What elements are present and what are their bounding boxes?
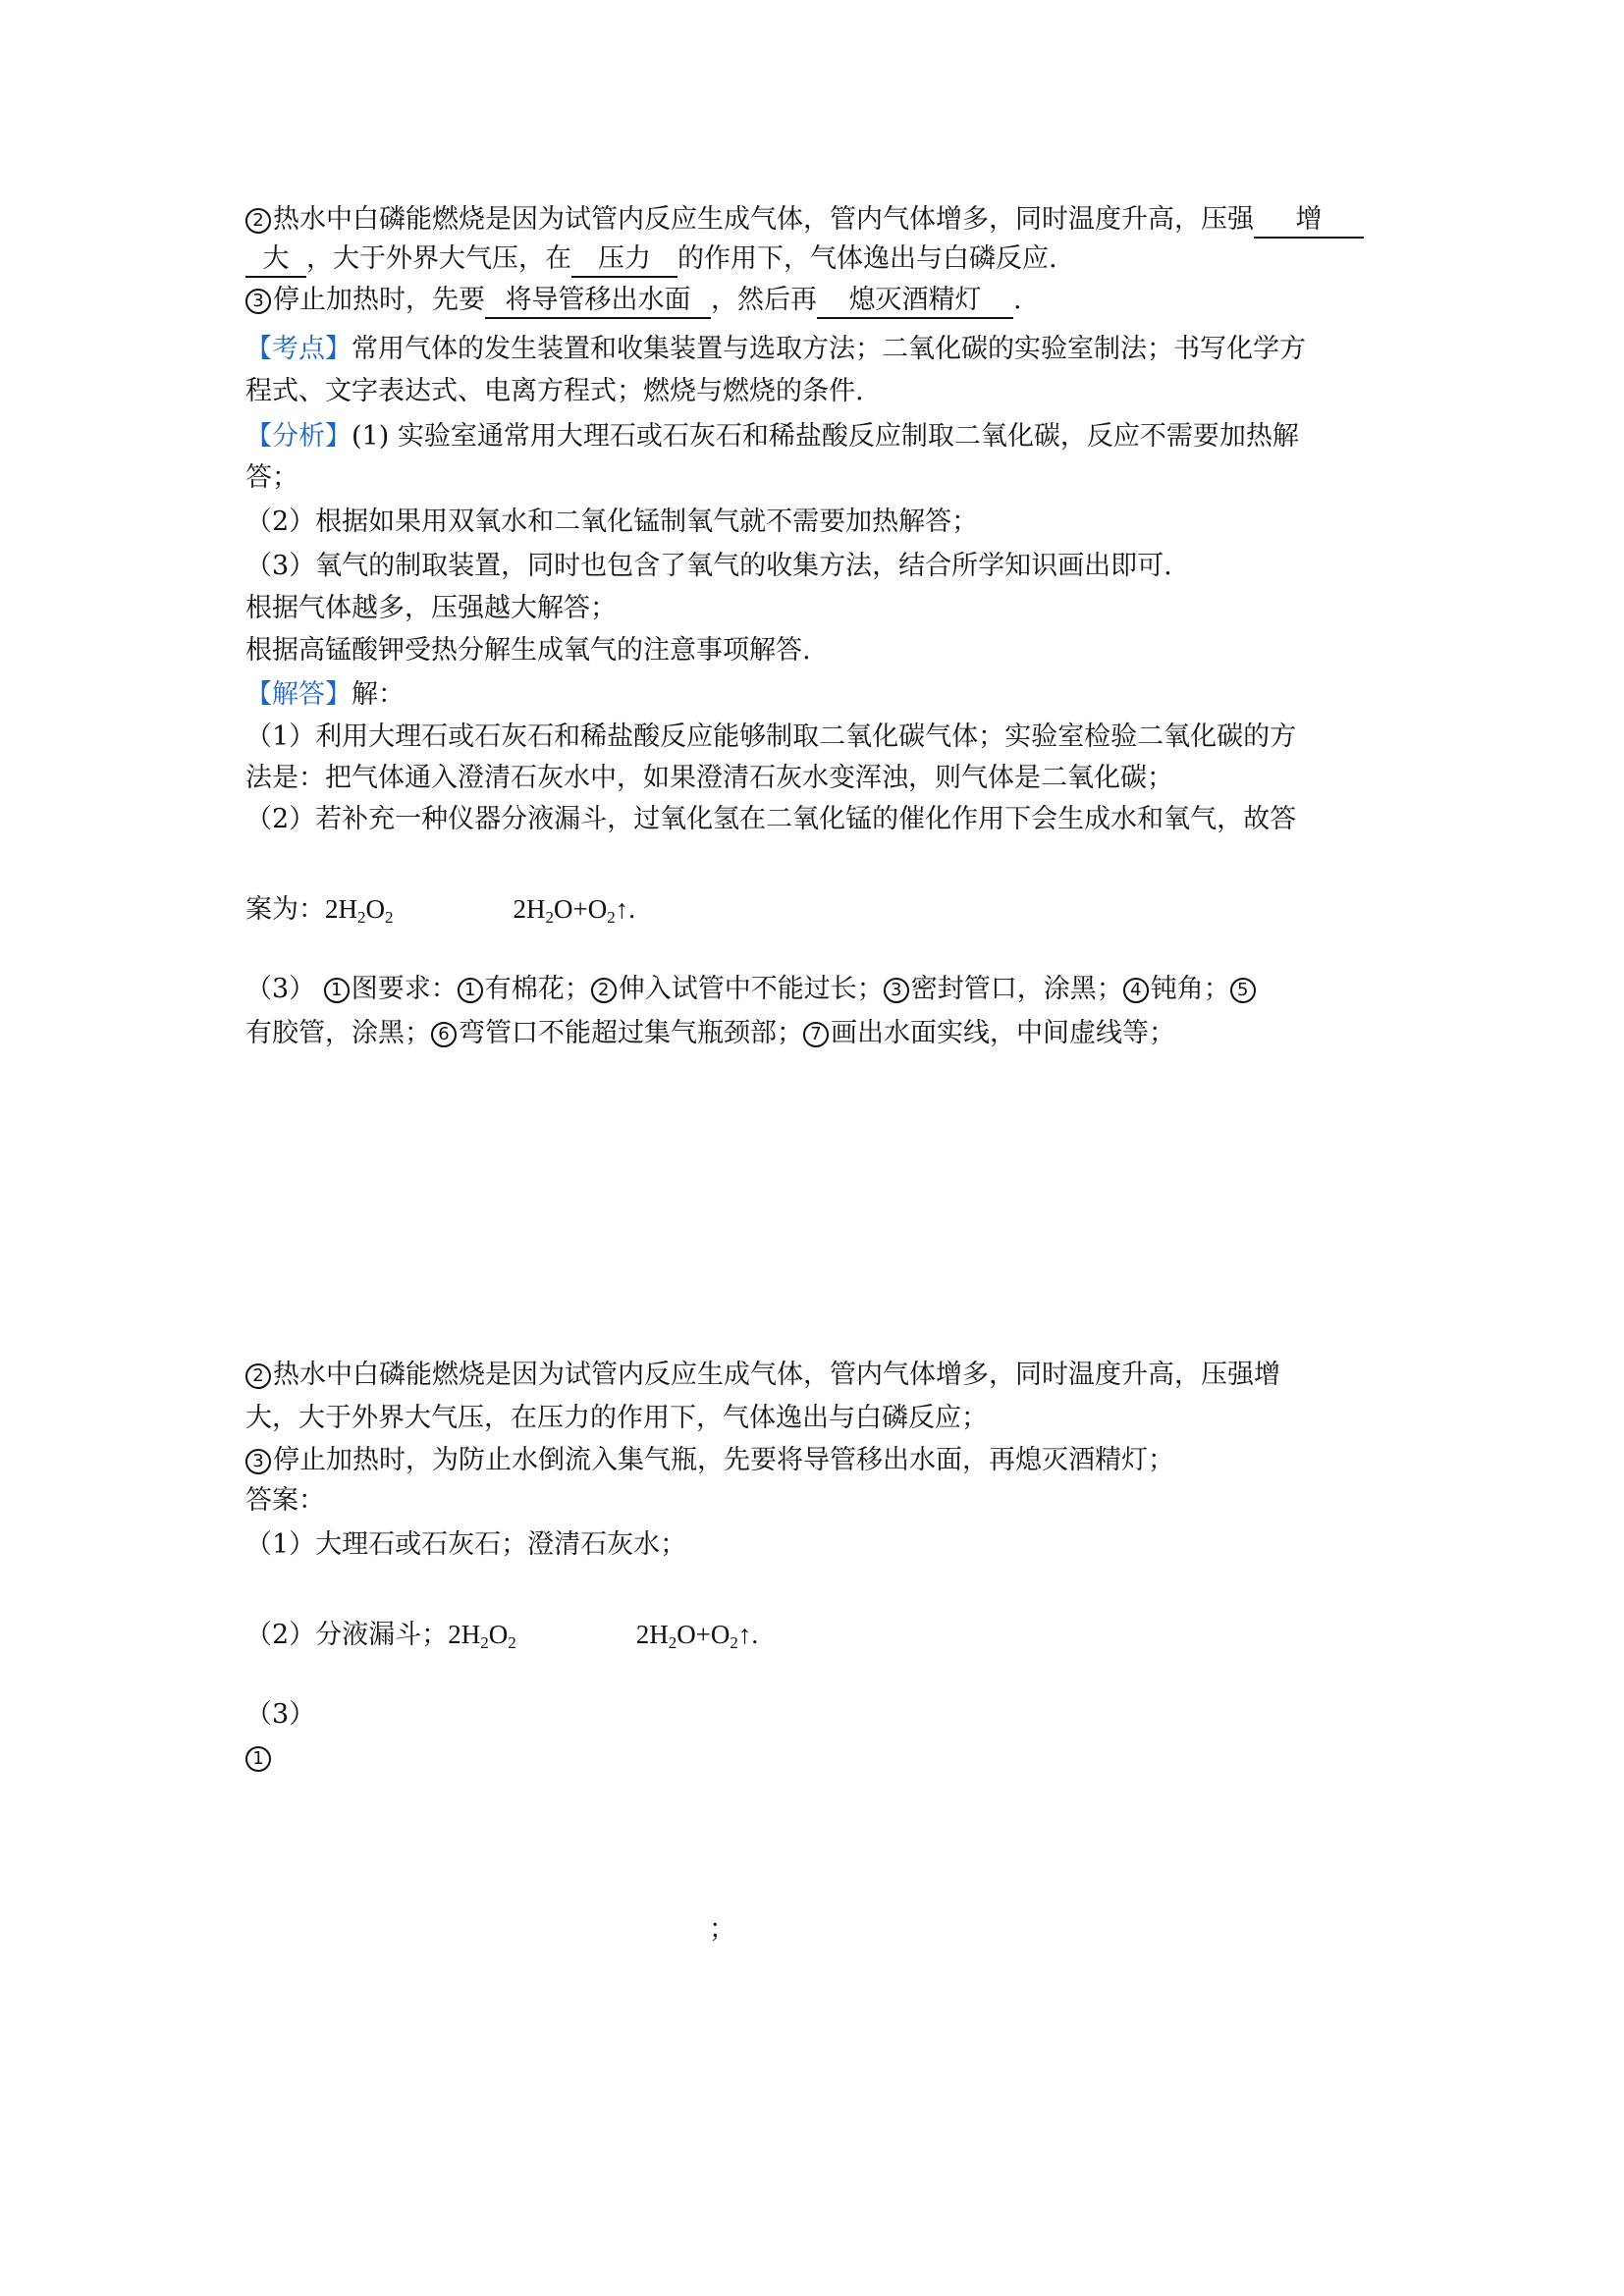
formula-part: 2H xyxy=(635,1620,669,1649)
circled-number: 1 xyxy=(245,1746,271,1772)
formula-part: O+O xyxy=(677,1620,731,1649)
text: 画出水面实线，中间虚线等； xyxy=(831,1018,1175,1048)
s2-line-9 xyxy=(709,1910,735,1949)
text: 停止加热时，先要 xyxy=(273,285,485,315)
jieda-tag: 【解答】 xyxy=(245,679,352,710)
circled-number: 6 xyxy=(431,1022,457,1047)
s2-line-1 xyxy=(245,1356,1280,1395)
circled-number: 7 xyxy=(803,1022,829,1047)
answer-blank: 压力 xyxy=(571,242,677,278)
text: 程式、文字表达式、电离方程式；燃烧与燃烧的条件. xyxy=(245,376,864,406)
circled-number: 3 xyxy=(884,978,909,1003)
text: ； xyxy=(709,1914,735,1945)
text: 图要求： xyxy=(351,974,458,1004)
text: (1) 实验室通常用大理石或石灰石和稀盐酸反应制取二氧化碳，反应不需要加热解 xyxy=(352,421,1299,452)
fenxi-line-6 xyxy=(245,631,811,670)
s2-line-7 xyxy=(245,1695,315,1735)
s1-line-1 xyxy=(245,200,1364,240)
jieda-equation-line xyxy=(245,889,635,930)
fenxi-line-3 xyxy=(245,503,978,542)
circled-number: 2 xyxy=(245,1363,271,1389)
jieda-line-2 xyxy=(245,718,1296,757)
circled-number: 5 xyxy=(1230,978,1256,1003)
product xyxy=(635,1620,759,1652)
s1-line-2 xyxy=(245,240,1057,279)
formula-part: ↑. xyxy=(737,1620,759,1649)
subscript: 2 xyxy=(480,1633,489,1652)
jieda-line-3b xyxy=(245,1014,1175,1053)
text: 有棉花； xyxy=(484,974,591,1004)
s2-line-2 xyxy=(245,1399,988,1438)
text: （3） xyxy=(245,1699,316,1730)
kaodian-line-1 xyxy=(245,330,1306,369)
text: 根据气体越多，压强越大解答； xyxy=(245,593,617,623)
text: 案为： xyxy=(245,894,325,925)
circled-number: 2 xyxy=(591,978,617,1003)
s1-line-3 xyxy=(245,281,1022,320)
text: 热水中白磷能燃烧是因为试管内反应生成气体，管内气体增多，同时温度升高，压强增 xyxy=(273,1360,1280,1390)
subscript: 2 xyxy=(668,1633,677,1652)
text: 有胶管，涂黑； xyxy=(245,1018,431,1048)
text: （2）分液漏斗； xyxy=(245,1620,449,1650)
subscript: 2 xyxy=(357,908,366,927)
jieda-line-1 xyxy=(245,675,405,715)
jieda-line-3a xyxy=(245,970,1258,1009)
text: ，然后再 xyxy=(711,285,817,315)
text: （2）若补充一种仪器分液漏斗，过氧化氢在二氧化锰的催化作用下会生成水和氧气，故答 xyxy=(245,804,1297,834)
s2-line-5 xyxy=(245,1525,686,1565)
s2-line-4 xyxy=(245,1481,325,1521)
formula-part: O+O xyxy=(554,894,608,924)
text: 常用气体的发生装置和收集装置与选取方法；二氧化碳的实验室制法；书写化学方 xyxy=(352,334,1306,364)
subscript: 2 xyxy=(508,1633,516,1652)
text: 热水中白磷能燃烧是因为试管内反应生成气体，管内气体增多，同时温度升高，压强 xyxy=(273,204,1254,235)
text: 密封管口，涂黑； xyxy=(910,974,1123,1004)
text: 钝角； xyxy=(1150,974,1230,1004)
circled-number: 1 xyxy=(458,978,483,1003)
formula-part: ↑. xyxy=(615,894,635,924)
text: （1）利用大理石或石灰石和稀盐酸反应能够制取二氧化碳气体；实验室检验二氧化碳的方 xyxy=(245,721,1297,752)
circled-number: 2 xyxy=(245,208,271,234)
formula-part: 2H xyxy=(513,894,546,924)
reactant xyxy=(448,1620,516,1652)
text: 伸入试管中不能过长； xyxy=(618,974,884,1004)
text: （2）根据如果用双氧水和二氧化锰制氧气就不需要加热解答； xyxy=(245,507,979,537)
text: 答； xyxy=(245,462,298,493)
text: 根据高锰酸钾受热分解生成氧气的注意事项解答. xyxy=(245,635,811,666)
fenxi-tag: 【分析】 xyxy=(245,421,352,452)
answer-blank: 将导管移出水面 xyxy=(485,284,711,319)
text: 大，大于外界大气压，在压力的作用下，气体逸出与白磷反应； xyxy=(245,1403,988,1433)
text: 弯管口不能超过集气瓶颈部； xyxy=(459,1018,803,1048)
fenxi-line-1 xyxy=(245,417,1299,456)
answer-blank: 大 xyxy=(245,242,306,278)
text: 法是：把气体通入澄清石灰水中，如果澄清石灰水变浑浊，则气体是二氧化碳； xyxy=(245,763,1173,793)
formula-part: 2H xyxy=(448,1620,481,1649)
product xyxy=(513,894,635,927)
circled-number: 3 xyxy=(245,289,271,314)
kaodian-line-2 xyxy=(245,372,864,411)
subscript: 2 xyxy=(545,908,554,927)
answer-blank: 增 xyxy=(1254,203,1364,239)
text: 解： xyxy=(352,679,405,710)
fenxi-line-2 xyxy=(245,458,298,498)
text: 停止加热时，为防止水倒流入集气瓶，先要将导管移出水面，再熄灭酒精灯； xyxy=(273,1445,1174,1475)
s2-line-3 xyxy=(245,1441,1174,1480)
text: ，大于外界大气压，在 xyxy=(306,243,571,274)
subscript: 2 xyxy=(385,908,394,927)
circled-number: 3 xyxy=(245,1449,271,1474)
subscript: 2 xyxy=(607,908,616,927)
jieda-line-4 xyxy=(245,800,1296,839)
jieda-line-3 xyxy=(245,759,1173,798)
s2-equation-line xyxy=(245,1615,758,1655)
text: 的作用下，气体逸出与白磷反应. xyxy=(677,243,1057,274)
subscript: 2 xyxy=(730,1633,738,1652)
formula-part: O xyxy=(365,894,385,924)
circled-number: 4 xyxy=(1123,978,1149,1003)
circled-number: 1 xyxy=(324,978,350,1003)
text: . xyxy=(1013,285,1022,315)
kaodian-tag: 【考点】 xyxy=(245,334,352,364)
text: （3） xyxy=(245,974,316,1004)
reactant xyxy=(325,894,394,927)
text: （1）大理石或石灰石；澄清石灰水； xyxy=(245,1529,687,1560)
text: 答案： xyxy=(245,1485,325,1516)
formula-part: 2H xyxy=(325,894,357,924)
answer-blank: 熄灭酒精灯 xyxy=(817,284,1013,319)
fenxi-line-4 xyxy=(245,547,1172,586)
formula-part: O xyxy=(488,1620,509,1649)
fenxi-line-5 xyxy=(245,589,617,628)
text: （3）氧气的制取装置，同时也包含了氧气的收集方法，结合所学知识画出即可. xyxy=(245,551,1172,581)
s2-line-8 xyxy=(245,1738,273,1778)
